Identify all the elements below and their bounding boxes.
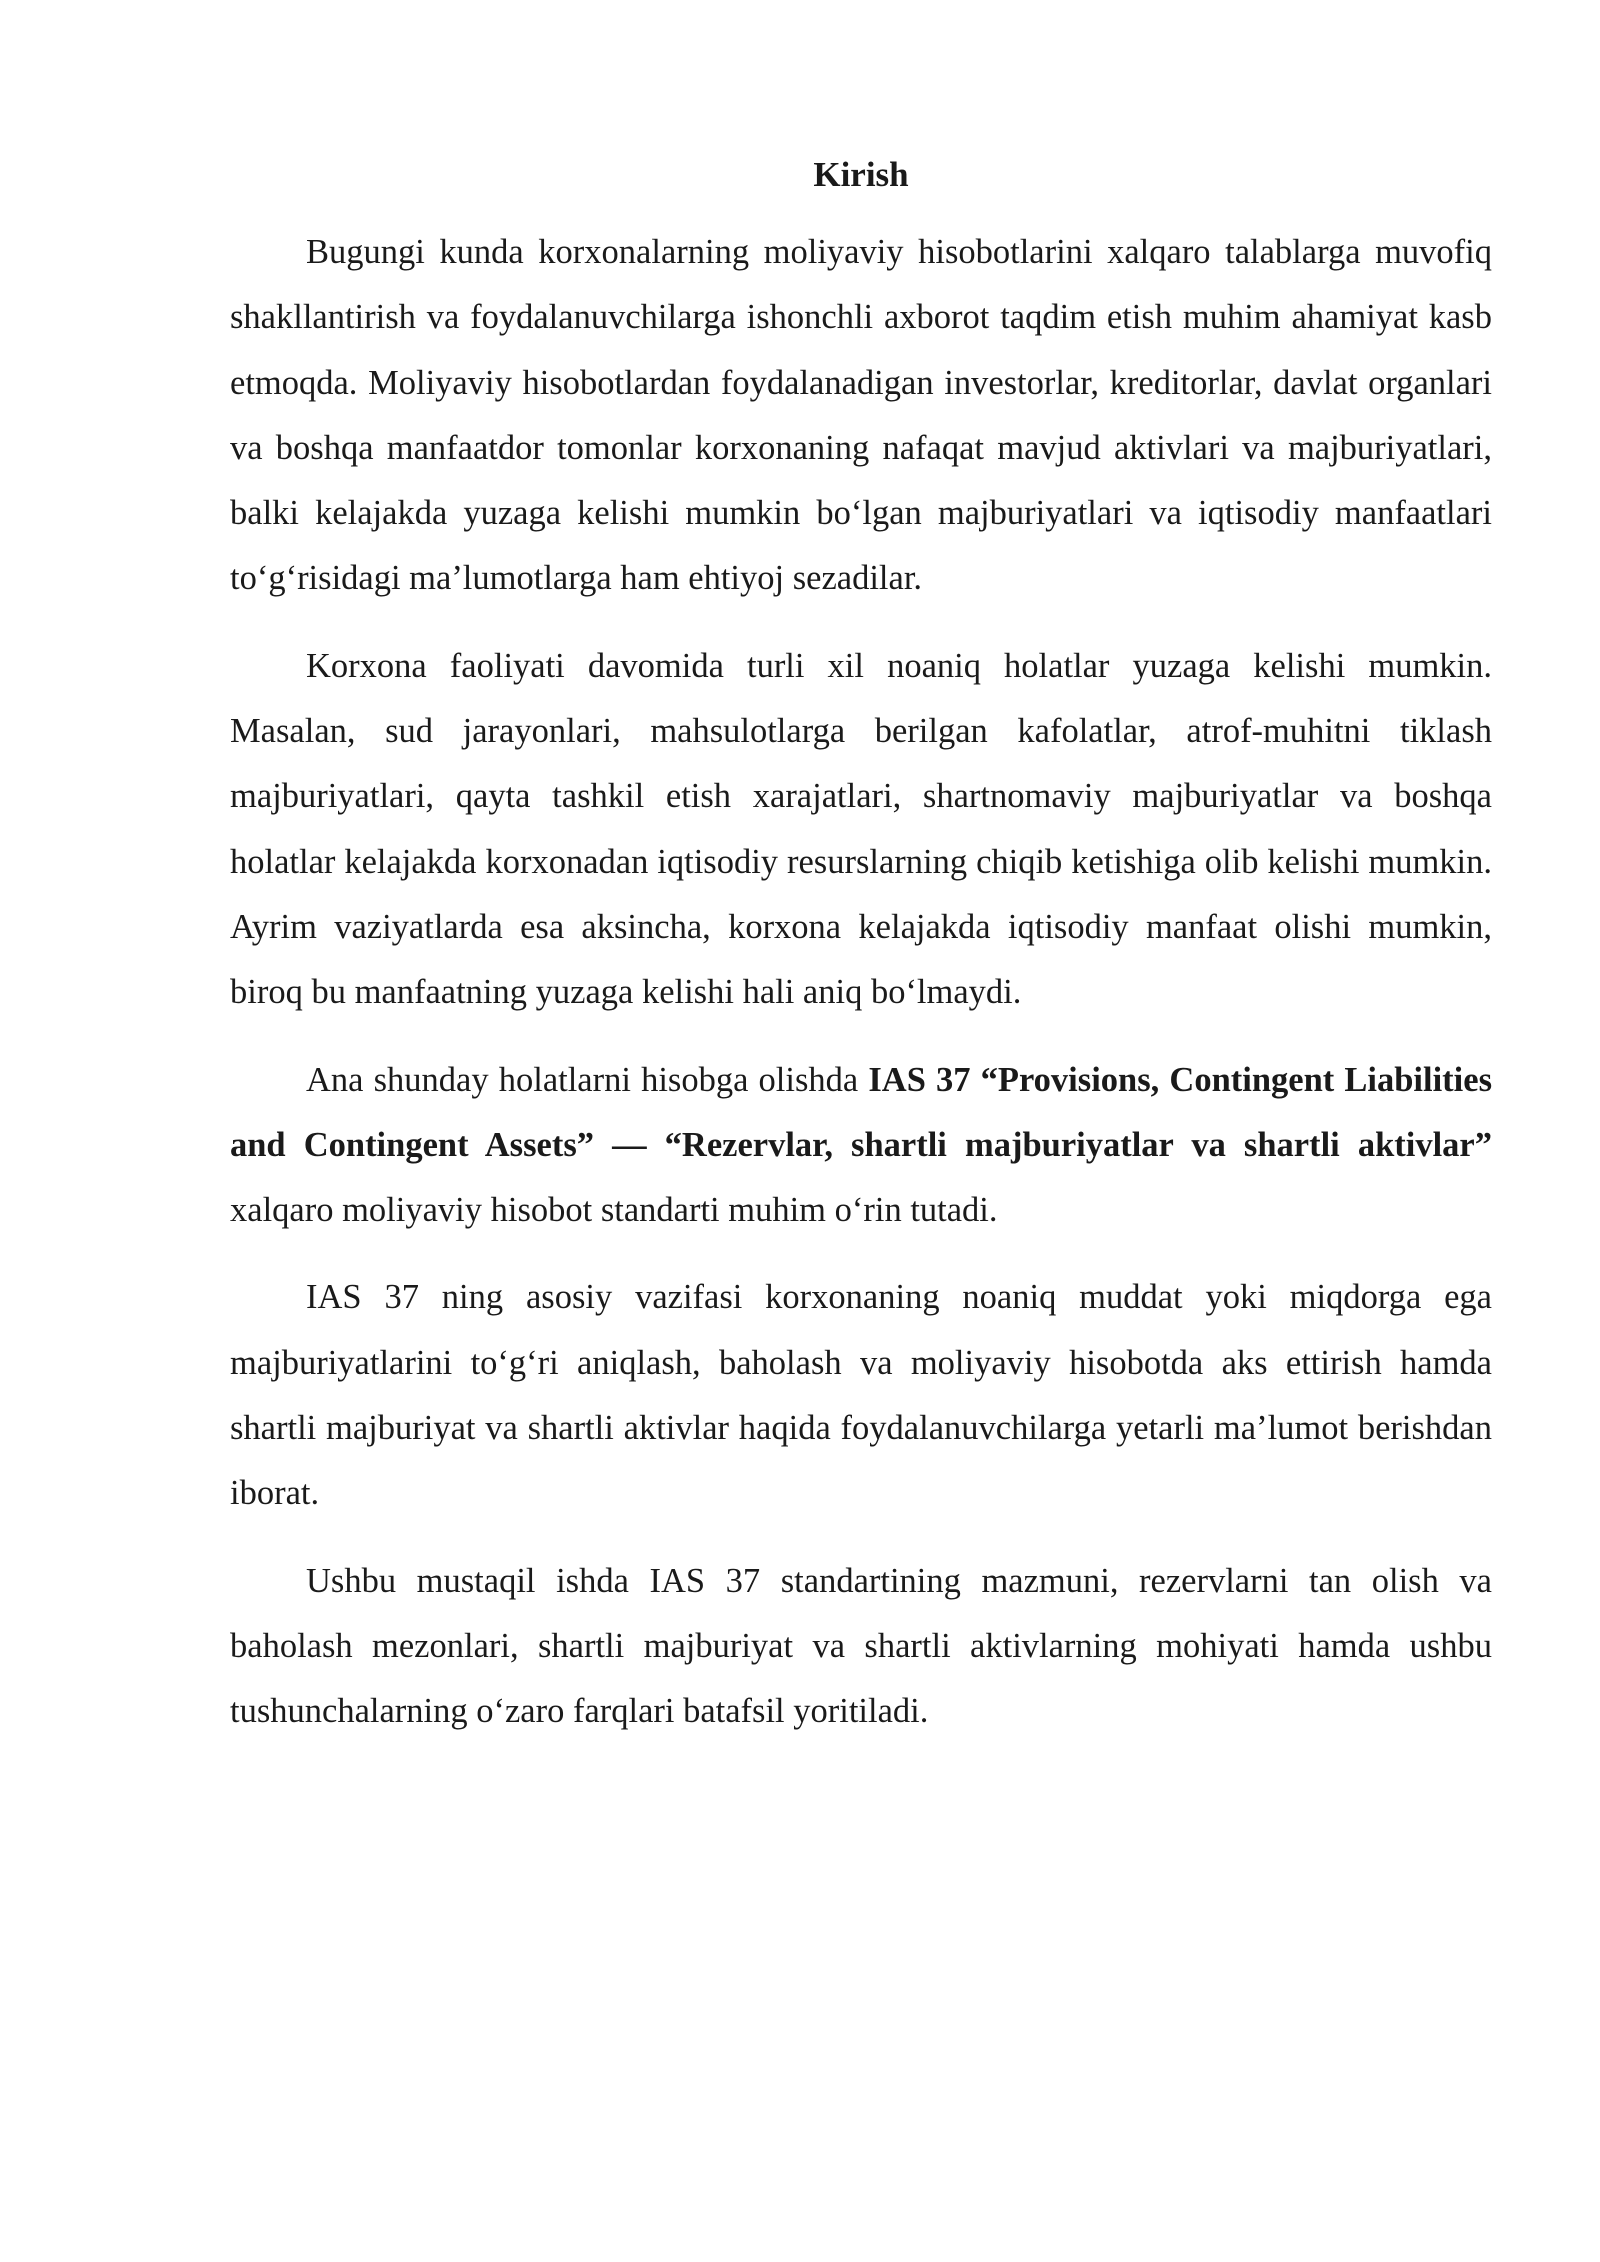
- document-title: Kirish: [813, 155, 909, 194]
- standard-name-bold: IAS 37 “Provisions, Contingent Liabilities and Contingent Assets” — “Rezervlar, shartli majburiyatlar va shartli aktivlar”: [230, 1060, 1492, 1164]
- paragraph-tail-text: xalqaro moliyaviy hisobot standarti muhim o‘rin tutadi.: [230, 1191, 998, 1230]
- paragraph-intro: Bugungi kunda korxonalarning moliyaviy hisobotlarini xalqaro talablarga muvofiq shakllantirish va foydalanuvchilarga ishonchli axborot taqdim etish muhim ahamiyat kasb etmoqda. Moliyaviy hisobotlardan foydalanadigan investorlar, kreditorlar, davlat organlari va boshqa manfaatdor tomonlar korxonaning nafaqat mavjud aktivlari va majburiyatlari, balki kelajakda yuzaga kelishi mumkin bo‘lgan majburiyatlari va iqtisodiy manfaatlari to‘g‘risidagi ma’lumotlarga ham ehtiyoj sezadilar.: [230, 233, 1492, 598]
- document-body: [230, 150, 1492, 1767]
- paragraph-work-scope: Ushbu mustaqil ishda IAS 37 standartining mazmuni, rezervlarni tan olish va baholash mezonlari, shartli majburiyat va shartli aktivlarning mohiyati hamda ushbu tushunchalarning o‘zaro farqlari batafsil yoritiladi.: [230, 1561, 1492, 1731]
- paragraph-ias37-purpose: IAS 37 ning asosiy vazifasi korxonaning noaniq muddat yoki miqdorga ega majburiyatlarini to‘g‘ri aniqlash, baholash va moliyaviy hisobotda aks ettirish hamda shartli majburiyat va shartli aktivlar haqida foydalanuvchilarga yetarli ma’lumot berishdan iborat.: [230, 1278, 1492, 1513]
- paragraph-uncertainties: Korxona faoliyati davomida turli xil noaniq holatlar yuzaga kelishi mumkin. Masalan, sud jarayonlari, mahsulotlarga berilgan kafolatlar, atrof-muhitni tiklash majburiyatlari, qayta tashkil etish xarajatlari, shartnomaviy majburiyatlar va boshqa holatlar kelajakda korxonadan iqtisodiy resurslarning chiqib ketishiga olib kelishi mumkin. Ayrim vaziyatlarda esa aksincha, korxona kelajakda iqtisodiy manfaat olishi mumkin, biroq bu manfaatning yuzaga kelishi hali aniq bo‘lmaydi.: [230, 646, 1492, 1012]
- paragraph-lead-text: Ana shunday holatlarni hisobga olishda: [306, 1060, 869, 1099]
- paragraph-ias37-standard: [230, 1048, 1492, 1244]
